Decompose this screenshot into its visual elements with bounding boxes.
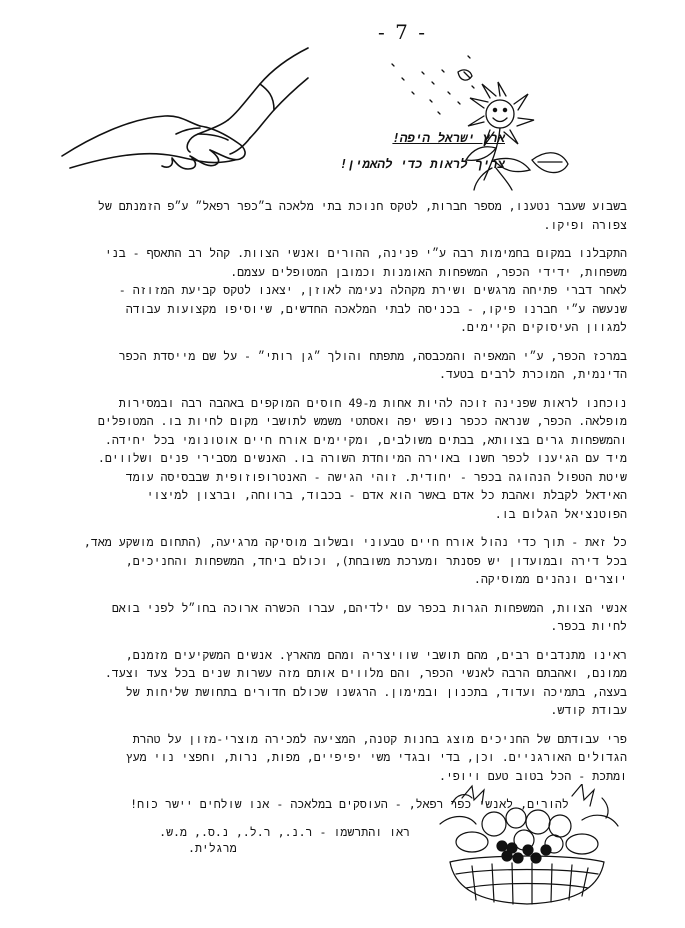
paragraph-line: למגוון העיסוקים הקיימים. [459, 320, 627, 334]
paragraph-line: עבודת קודש. [550, 703, 627, 717]
paragraph-garden [72, 347, 627, 384]
paragraph-lifestyle [72, 533, 627, 589]
paragraph-visit [72, 197, 627, 234]
handshake-illustration [60, 38, 310, 178]
paragraph-line: והמשפחות גרים בצוותא, בבתים משולבים, ומקיימים אורח חיים אוטונומי בכל יחידה. [104, 432, 627, 447]
paragraph-line: נוכחנו לראות שפנינה זוכה להיות אחות מ-49 חוסים המוקפים באהבה רבה ובמסירות [118, 395, 627, 410]
paragraph-shop [72, 730, 627, 786]
paragraph-line: צפורה ופיקו. [543, 217, 627, 232]
paragraph-staff [72, 599, 627, 636]
paragraph-ceremony [72, 244, 627, 337]
paragraph-line: פרי עבודתם של החניכים מוצג בחנות קטנה, המציעה למכירה מוצרי-מזון על טהרת [132, 731, 627, 746]
paragraph-line: משפחות, ידידי הכפר, המשפחות האומנות וכמובן המטופלים עצמם. [230, 264, 627, 279]
paragraph-line: בכל דירה ובמועדון יש פסנתר ומערכת משובחת), וכולם ביחד, המשפחות והחניכים, [125, 553, 627, 568]
paragraph-line: ממונם, ואהבתם הרבה לאנשי הכפר, והם מלווים אותם מזה עשרות שנים בכל צעד וצעד. [104, 666, 627, 680]
paragraph-line: האידאל לקבלת ואהבת כל אדם באשר הוא אדם - בכבוד, ברווחה, וברצון למיצוי [146, 488, 627, 502]
paragraph-line: כל זאת - תוך כדי נהול אורח חיים טבעוני ובשלוב מוסיקה מרגיעה, (התחום מושקע מאד, [83, 535, 627, 549]
paragraph-line: הפוטנציאל הגלום בו. [494, 506, 627, 521]
paragraph-line: במרכז הכפר, ע״י המאפיה והמכבסה, מתפתח והולך ״גן רותי״ - על שם מייסדת הכפר [118, 348, 627, 363]
fruit-basket-illustration [432, 784, 622, 909]
signature-name: מרגלית. [188, 841, 237, 855]
paragraph-line: התקבלנו במקום בחמימות רבה ע״י פנינה, ההורים ואנשי הצוות. קהל רב התאסף - בני [104, 246, 627, 260]
paragraph-line: בשבוע שעבר נטענו, מספר חברות, לטקס חנוכת בתי מלאכה ב״כפר רפאל״ ע״פ הזמנתם של [97, 199, 627, 213]
paragraph-line: בעצה, בתמיכה ועדוד, בתכנון ובמימון. הרגשנו שכולם חדורים בתחושת שליחות של [125, 684, 627, 699]
article-title: ארץ ישראל היפה! [392, 130, 505, 145]
closing-line: להורים, לאנשי כפר רפאל, - העוסקים במלאכה - אנו שולחים יישר כוח! [130, 797, 569, 811]
page-number: - 7 - [378, 20, 427, 44]
paragraph-line: לחיות בכפר. [550, 619, 627, 633]
paragraph-line: הדינמית, המוכרת לרבים בטעד. [439, 367, 627, 381]
article-subtitle: צריך לראות כדי להאמין! [339, 156, 505, 171]
paragraph-line: מיד עם הגיענו לכפר חשנו באוירה המיוחדת השורה בו. האנשים מסבירי פנים ושלווים. [97, 451, 627, 465]
article-body [72, 197, 627, 824]
paragraph-line: שנעשה ע״י חברנו פיקו, - בכניסה לבתי המלאכה החדשים, שיוסיפו מקצועות עבודה [125, 301, 627, 316]
paragraph-line: יוצרים ונהנים ממוסיקה. [473, 572, 627, 586]
paragraph-volunteers [72, 646, 627, 720]
paragraph-line: הגדולים האורגניים. וכן, בדי ובגדי משי יפיפיים, מפות, נרות, וחפצי נוי מעץ [125, 750, 627, 764]
signature-credits: ראו והתרשמו - ר.נ., ר.ל., נ.ס., מ.ש. [159, 825, 410, 839]
paragraph-village [72, 394, 627, 524]
paragraph-line: ראינו מתנדבים רבים, מהם תושבי שוויצריה ומהם מהארץ. אנשים המשקיעים מזמנם, [125, 647, 627, 662]
paragraph-line: שיטת הטפול הנהוגה בכפר - יחודית. זוהי הגישה - האנטרופוזופית שבבסיסה עומד [125, 469, 627, 484]
paragraph-line: לאחר דברי פתיחה מרגשים ושירת מקהלה נעימה לאוזן, יצאנו לטקס קביעת המזוזה - [118, 283, 627, 297]
paragraph-line: אנשי הצוות, המשפחות הגרות בכפר עם ילדיהם, עברו הכשרה ארוכה בחו״ל לפני בואם [111, 600, 627, 615]
paragraph-line: ומתכת - הכל בטוב טעם ויופי. [438, 768, 627, 783]
paragraph-line: מופלאה. הכפר, שנראה ככפר נופש יפה ואסתטי משמש לתושבי מקום לחיות בו. המטופלים [97, 414, 627, 428]
